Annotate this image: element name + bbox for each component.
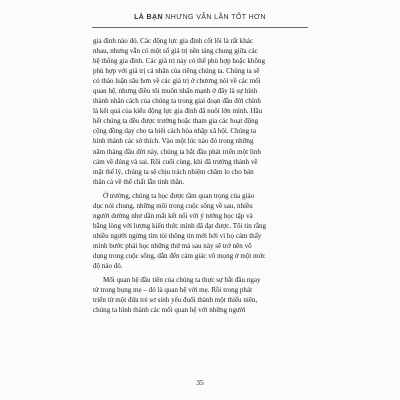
header-title-rest: NHƯNG VẪN LẦN TỐT HƠN — [165, 14, 266, 21]
text-line: nhau, nhưng vẫn có một số giá trị nền tảng chung giữa các — [93, 47, 258, 56]
running-header — [0, 14, 400, 21]
text-line: Mối quan hệ đầu tiên của chúng ta thực sự bắt đầu ngay — [103, 276, 261, 285]
text-line: hết chúng ta đều được trường hoặc tham gia các hoạt động — [93, 117, 259, 126]
text-line: hệ thống gia đình. Các giá trị này có thể phù hợp hoặc không — [93, 57, 266, 66]
text-line: phù hợp với giá trị cá nhân của riêng chúng ta. Chúng ta sẽ — [93, 67, 260, 76]
text-line: quan hệ, nhưng điều tôi muốn nhấn mạnh ở đây là sự hình — [93, 87, 258, 96]
text-line: có thảo luận sâu hơn về các giá trị ở chương nói về các mối — [93, 77, 261, 86]
text-line: Ở trường, chúng ta học được tầm quan trọng của giáo — [103, 191, 255, 200]
header-rule — [92, 27, 308, 28]
paragraph-2 — [93, 191, 312, 271]
text-line: người dường như dần mất kết nối với ý tưởng học tập và — [93, 211, 253, 220]
text-line: mặt thể lý, chúng ta sẽ chịu trách nhiệm chăm lo cho bản — [93, 167, 254, 176]
body-text — [93, 36, 312, 319]
text-line: dụng trong cuộc sống, dẫn đến cảm giác vô mọng ở một mức — [93, 251, 266, 260]
text-line: thành nhân cách của chúng ta trong giai đoạn đầu đời chính — [93, 97, 261, 106]
text-line: là kết quả của kiểu động lực gia đình đã nuôi lớn mình. Hầu — [93, 107, 263, 116]
text-line: triển từ một đứa trẻ sơ sinh yếu đuối thành một thiếu niên, — [93, 296, 258, 305]
text-line: bằng lòng với lượng kiến thức mình đã đạt được. Tôi tin rằng — [93, 221, 267, 230]
text-line: năm tháng đầu đời này, chúng ta bắt đầu phát triển một linh — [93, 147, 261, 156]
text-line: dục nói chung, những môi trong cuộc sống về sau, nhiều — [93, 201, 253, 210]
header-title-bold: LÀ BẠN — [134, 14, 163, 21]
text-line: gia đình nào đó. Các động lực gia đình cốt lõi là rất khác — [93, 37, 253, 45]
text-line: mình bước phải học những thứ mà sau này sẽ trở nên vô — [93, 241, 252, 250]
text-line: chúng ta hình thành các mối quan hệ với những người — [93, 306, 246, 315]
paragraph-1 — [93, 36, 312, 187]
page-number: 35 — [196, 378, 204, 387]
text-line: thân cả về thể chất lẫn tinh thần. — [93, 177, 185, 186]
text-line: từ trong bụng mẹ – đó là quan hệ với mẹ. Rồi trong phát — [93, 286, 253, 295]
text-line: độ nào đó. — [93, 262, 123, 271]
text-line: nhiều người ngừng tìm tòi thông tin mới bởi vì họ cảm thấy — [93, 231, 262, 240]
text-line: cảm về đúng và sai. Rồi cuối cùng, khi đã trưởng thành về — [93, 157, 258, 166]
text-line: hình thành các sở thích. Vào một lúc nào đó trong những — [93, 137, 254, 146]
paragraph-3 — [93, 275, 312, 315]
text-line: cộng đồng dạy cho ta biết cách hòa nhập xã hội. Chúng ta — [93, 127, 257, 136]
